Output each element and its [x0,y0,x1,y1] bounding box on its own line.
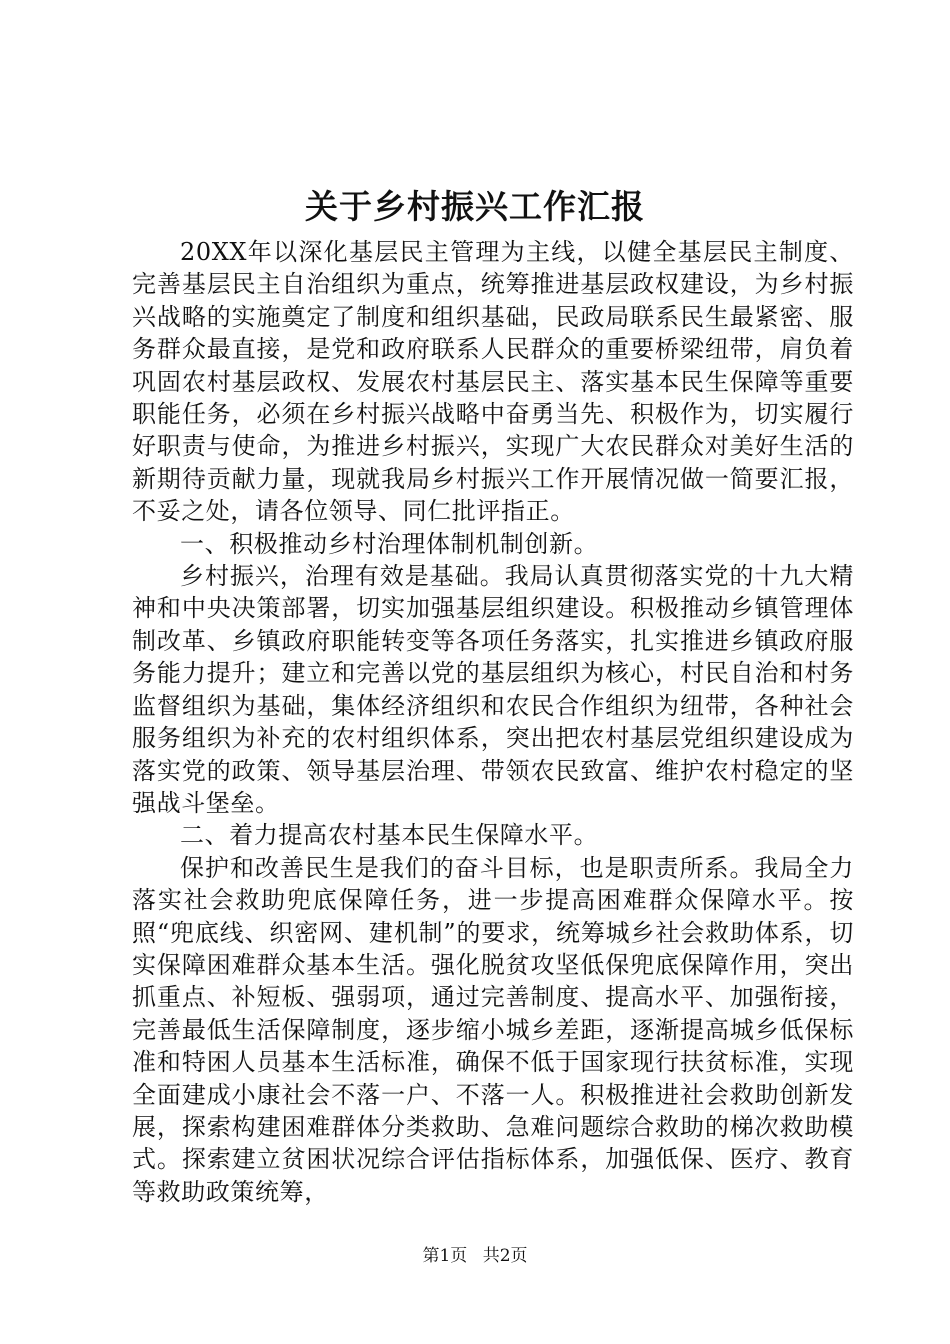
section-heading-2: 二、着力提高农村基本民生保障水平。 [180,821,599,850]
section-heading-1: 一、积极推动乡村治理体制机制创新。 [180,529,599,558]
document-body [132,236,854,1208]
page-footer [0,1244,950,1268]
document-title: 关于乡村振兴工作汇报 [305,187,645,226]
page-total: 共2页 [482,1246,528,1266]
paragraph-section-1: 乡村振兴，治理有效是基础。我局认真贯彻落实党的十九大精神和中央决策部署，切实加强基层组织建设。积极推动乡镇管理体制改革、乡镇政府职能转变等各项任务落实，扎实推进乡镇政府服务能力提升；建立和完善以党的基层组织为核心，村民自治和村务监督组织为基础，集体经济组织和农民合作组织为纽带，各种社会服务组织为补充的农村组织体系，突出把农村基层党组织建设成为落实党的政策、领导基层治理、带领农民致富、维护农村稳定的坚强战斗堡垒。 [132,562,854,817]
paragraph-intro: 20XX年以深化基层民主管理为主线，以健全基层民主制度、完善基层民主自治组织为重点，统筹推进基层政权建设，为乡村振兴战略的实施奠定了制度和组织基础，民政局联系民生最紧密、服务群众最直接，是党和政府联系人民群众的重要桥梁纽带，肩负着巩固农村基层政权、发展农村基层民主、落实基本民生保障等重要职能任务，必须在乡村振兴战略中奋勇当先、积极作为，切实履行好职责与使命，为推进乡村振兴，实现广大农民群众对美好生活的新期待贡献力量，现就我局乡村振兴工作开展情况做一简要汇报，不妥之处，请各位领导、同仁批评指正。 [132,238,854,526]
paragraph-section-2: 保护和改善民生是我们的奋斗目标，也是职责所系。我局全力落实社会救助兜底保障任务，进一步提高困难群众保障水平。按照“兜底线、织密网、建机制”的要求，统筹城乡社会救助体系，切实保障困难群众基本生活。强化脱贫攻坚低保兜底保障作用，突出抓重点、补短板、强弱项，通过完善制度、提高水平、加强衔接，完善最低生活保障制度，逐步缩小城乡差距，逐渐提高城乡低保标准和特困人员基本生活标准，确保不低于国家现行扶贫标准，实现全面建成小康社会不落一户、不落一人。积极推进社会救助创新发展，探索构建困难群体分类救助、急难问题综合救助的梯次救助模式。探索建立贫困状况综合评估指标体系，加强低保、医疗、教育等救助政策统筹， [132,853,854,1206]
page-number: 第1页 [422,1246,468,1266]
